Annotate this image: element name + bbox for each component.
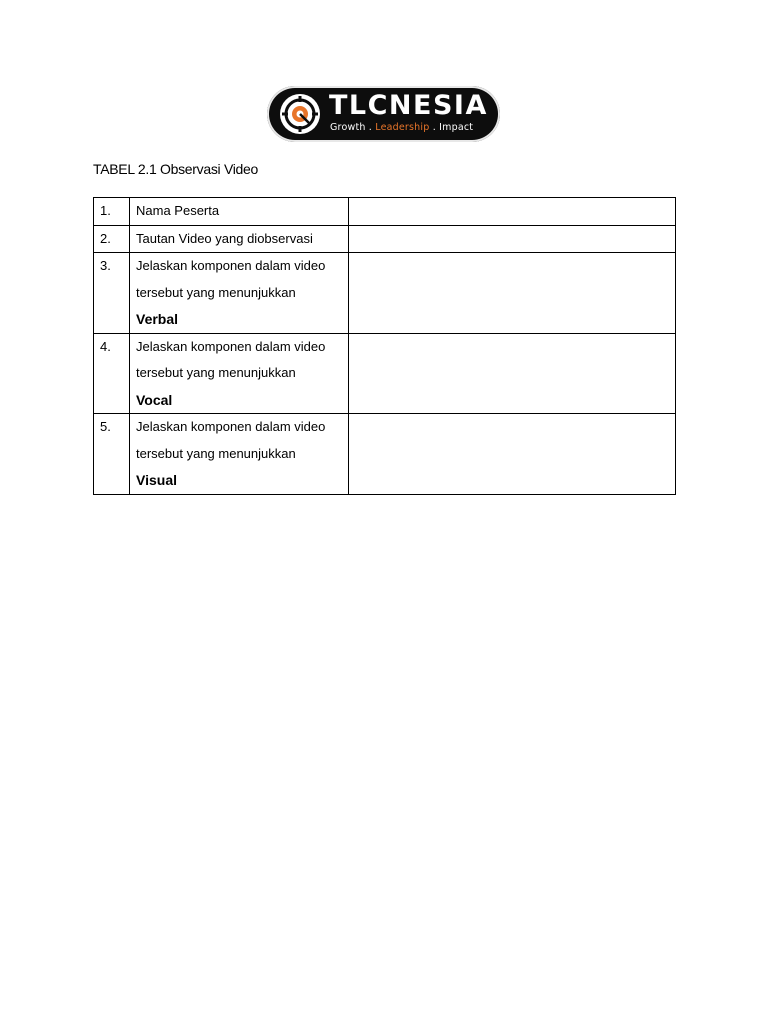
row-label-line1: Jelaskan komponen dalam video — [136, 419, 326, 434]
table-row — [94, 333, 676, 414]
row-label-line2: tersebut yang menunjukkan — [136, 365, 296, 380]
row-label — [130, 333, 349, 414]
answer-cell[interactable] — [349, 253, 676, 334]
row-label — [130, 253, 349, 334]
row-label-line1: Jelaskan komponen dalam video — [136, 338, 326, 354]
row-label-emphasis: Visual — [136, 472, 177, 488]
row-label: Tautan Video yang diobservasi — [130, 225, 349, 253]
tagline-impact: . Impact — [429, 122, 474, 133]
table-row — [94, 225, 676, 253]
row-label-line2: tersebut yang menunjukkan — [136, 445, 296, 461]
logo-title: TLCNESIA — [329, 90, 488, 121]
answer-cell[interactable] — [349, 414, 676, 495]
tlcnesia-emblem-icon — [279, 93, 321, 135]
row-label-line1: Jelaskan komponen dalam video — [136, 258, 326, 273]
row-number: 4. — [94, 333, 130, 414]
row-number: 1. — [94, 198, 130, 226]
observation-table — [93, 197, 676, 495]
row-label-emphasis: Vocal — [136, 391, 173, 408]
tagline-leadership: Leadership — [375, 122, 430, 133]
answer-cell[interactable] — [349, 333, 676, 414]
row-label-emphasis: Verbal — [136, 311, 179, 327]
table-row — [94, 414, 676, 495]
row-number: 3. — [94, 253, 130, 334]
table-row — [94, 253, 676, 334]
table-row — [94, 198, 676, 226]
answer-cell[interactable] — [349, 225, 676, 253]
answer-cell[interactable] — [349, 198, 676, 226]
row-number: 5. — [94, 414, 130, 495]
row-label: Nama Peserta — [130, 198, 349, 226]
row-label-line2: tersebut yang menunjukkan — [136, 284, 296, 300]
row-label — [130, 414, 349, 495]
logo-tagline — [330, 122, 473, 134]
tagline-growth: Growth . — [330, 122, 376, 133]
table-title: TABEL 2.1 Observasi Video — [93, 161, 258, 177]
tlcnesia-logo — [267, 86, 500, 142]
row-number: 2. — [94, 225, 130, 253]
